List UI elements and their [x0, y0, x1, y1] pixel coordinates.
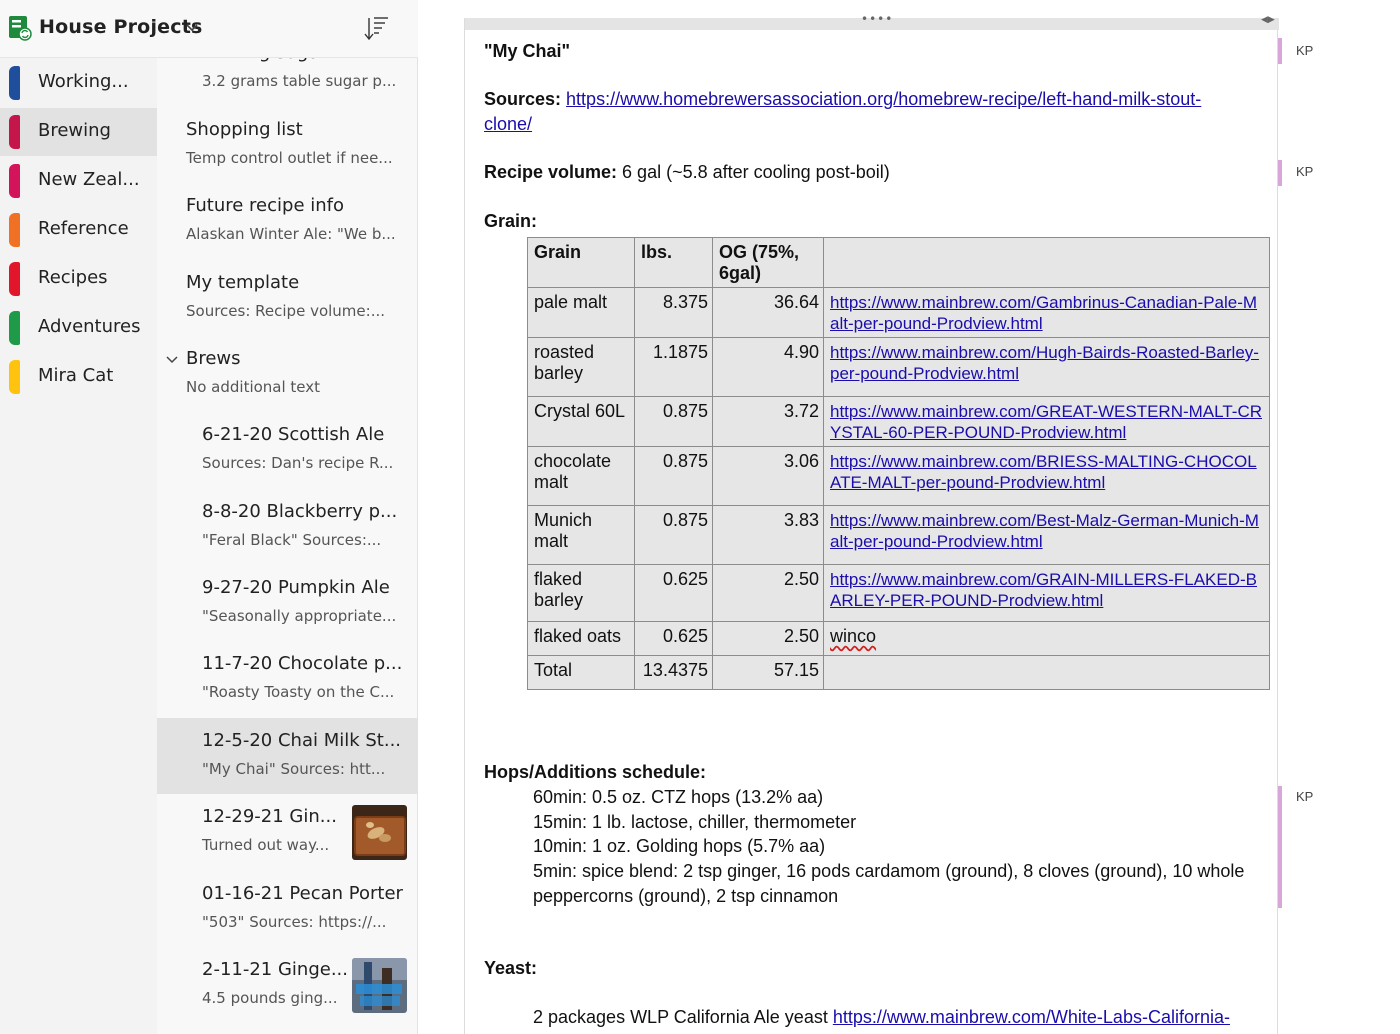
section-label: Recipes	[38, 267, 108, 288]
page-title: 9-27-20 Pumpkin Ale	[202, 577, 390, 598]
section-tab-item[interactable]	[0, 108, 157, 156]
page-preview: Alaskan Winter Ale: "We b...	[186, 225, 396, 243]
section-label: Brewing	[38, 120, 111, 141]
table-row	[528, 506, 1270, 565]
grain-cell[interactable]: flaked barley	[528, 565, 635, 622]
note-container[interactable]	[464, 12, 1278, 1034]
header-grain: Grain	[528, 238, 635, 288]
page-list-item[interactable]	[157, 489, 418, 565]
page-title: Future recipe info	[186, 195, 345, 216]
source-link-cell[interactable]: https://www.mainbrew.com/Best-Malz-German-Munich-Malt-per-pound-Prodview.html	[824, 506, 1270, 565]
og-cell[interactable]: 3.72	[713, 397, 824, 447]
table-row	[528, 565, 1270, 622]
page-preview: Temp control outlet if nee...	[186, 149, 393, 167]
chevron-down-icon[interactable]	[165, 352, 179, 366]
drag-handle-icon[interactable]: ••••	[861, 12, 894, 26]
lbs-cell[interactable]: 0.875	[635, 397, 713, 447]
page-title: 2-11-21 Ginge...	[202, 959, 348, 980]
page-list-item[interactable]	[157, 107, 418, 183]
page-list-item[interactable]	[157, 565, 418, 641]
volume-value: 6 gal (~5.8 after cooling post-boil)	[617, 162, 890, 182]
section-color-tab	[9, 360, 20, 394]
author-initials[interactable]: KP	[1296, 43, 1314, 58]
page-preview: "Feral Black" Sources:...	[202, 531, 382, 549]
page-list-item[interactable]	[157, 794, 418, 870]
section-tab-item[interactable]	[0, 304, 157, 352]
page-title: 12-29-21 Gin...	[202, 806, 337, 827]
sources-link-cont[interactable]: clone/	[484, 114, 533, 134]
yeast-line[interactable]	[533, 1007, 1230, 1028]
page-preview: Sources: Dan's recipe R...	[202, 454, 394, 472]
page-preview: "503" Sources: https://...	[202, 913, 387, 931]
page-title: 6-21-20 Scottish Ale	[202, 424, 385, 445]
hop-line[interactable]: 15min: 1 lb. lactose, chiller, thermometer	[533, 812, 857, 832]
page-list-item[interactable]	[157, 947, 418, 1023]
grain-cell[interactable]: roasted barley	[528, 338, 635, 397]
lbs-cell[interactable]: 0.875	[635, 506, 713, 565]
og-cell[interactable]: 2.50	[713, 565, 824, 622]
page-preview: "Seasonally appropriate...	[202, 607, 397, 625]
section-tab-item[interactable]	[0, 206, 157, 254]
source-text: winco	[830, 626, 877, 646]
note-title[interactable]: "My Chai"	[484, 41, 571, 61]
notebook-header	[0, 0, 418, 58]
grain-cell[interactable]: chocolate malt	[528, 447, 635, 506]
author-bar	[1278, 38, 1282, 64]
og-cell[interactable]: 4.90	[713, 338, 824, 397]
page-list-item[interactable]	[157, 183, 418, 259]
grain-cell[interactable]: Total	[528, 656, 635, 690]
og-cell[interactable]: 57.15	[713, 656, 824, 690]
notebook-title[interactable]: House Projects	[39, 16, 203, 38]
section-list	[0, 0, 157, 1034]
og-cell[interactable]: 3.83	[713, 506, 824, 565]
note-canvas	[419, 0, 1400, 1034]
og-cell[interactable]: 36.64	[713, 288, 824, 338]
ginger-thumbnail	[352, 805, 407, 860]
page-preview: 4.5 pounds ging...	[202, 989, 338, 1007]
header-url	[824, 238, 1270, 288]
section-color-tab	[9, 164, 20, 198]
grain-cell[interactable]: Crystal 60L	[528, 397, 635, 447]
page-preview: Sources: Recipe volume:...	[186, 302, 385, 320]
hop-line[interactable]: 10min: 1 oz. Golding hops (5.7% aa)	[533, 836, 826, 856]
page-list-item[interactable]	[157, 336, 418, 412]
lbs-cell[interactable]: 1.1875	[635, 338, 713, 397]
section-color-tab	[9, 115, 20, 149]
author-bar	[1278, 160, 1282, 186]
source-link-cell[interactable]: https://www.mainbrew.com/BRIESS-MALTING-CHOCOLATE-MALT-per-pound-Prodview.html	[824, 447, 1270, 506]
og-cell[interactable]: 3.06	[713, 447, 824, 506]
lbs-cell[interactable]: 0.875	[635, 447, 713, 506]
section-tab-item[interactable]	[0, 157, 157, 205]
table-row	[528, 656, 1270, 690]
source-link-cell[interactable]: https://www.mainbrew.com/GRAIN-MILLERS-FLAKED-BARLEY-PER-POUND-Prodview.html	[824, 565, 1270, 622]
section-tab-item[interactable]	[0, 255, 157, 303]
sources-label: Sources:	[484, 89, 562, 109]
page-list-item[interactable]	[157, 871, 418, 947]
section-color-tab	[9, 213, 20, 247]
page-title: 11-7-20 Chocolate p...	[202, 653, 403, 674]
hops-label[interactable]: Hops/Additions schedule:	[484, 762, 707, 782]
table-row	[528, 622, 1270, 656]
hop-line[interactable]: 60min: 0.5 oz. CTZ hops (13.2% aa)	[533, 787, 824, 807]
page-preview: "Roasty Toasty on the C...	[202, 683, 395, 701]
lbs-cell[interactable]: 13.4375	[635, 656, 713, 690]
section-label: Reference	[38, 218, 129, 239]
page-title: Shopping list	[186, 119, 303, 140]
chevron-down-icon[interactable]	[185, 20, 199, 34]
page-preview: Turned out way...	[202, 836, 330, 854]
author-initials[interactable]: KP	[1296, 164, 1314, 179]
page-list	[157, 0, 418, 1034]
source-cell[interactable]	[824, 656, 1270, 690]
page-list-item[interactable]	[157, 718, 418, 794]
table-row	[528, 397, 1270, 447]
yeast-link[interactable]: https://www.mainbrew.com/White-Labs-California-	[832, 1007, 1230, 1027]
section-label: Mira Cat	[38, 365, 114, 386]
beer-thumbnail	[352, 958, 407, 1013]
section-tab-item[interactable]	[0, 59, 157, 107]
page-list-item[interactable]	[157, 260, 418, 336]
section-color-tab	[9, 66, 20, 100]
page-preview: 3.2 grams table sugar p...	[202, 72, 397, 90]
grain-table[interactable]	[527, 237, 1270, 690]
section-label: Working...	[38, 71, 129, 92]
author-initials[interactable]: KP	[1296, 789, 1314, 804]
onenote-sync-icon	[8, 15, 32, 41]
sources-link[interactable]: https://www.homebrewersassociation.org/homebrew-recipe/left-hand-milk-stout-	[566, 89, 1202, 109]
grain-table-header	[528, 238, 1270, 288]
section-label: New Zeal...	[38, 169, 140, 190]
page-title: 8-8-20 Blackberry p...	[202, 501, 398, 522]
page-preview: No additional text	[186, 378, 321, 396]
sources-line[interactable]	[484, 89, 1201, 110]
yeast-text: 2 packages WLP California Ale yeast	[533, 1007, 833, 1027]
section-color-tab	[9, 311, 20, 345]
source-link-cell[interactable]: https://www.mainbrew.com/GREAT-WESTERN-MALT-CRYSTAL-60-PER-POUND-Prodview.html	[824, 397, 1270, 447]
grain-cell[interactable]: Munich malt	[528, 506, 635, 565]
header-og: OG (75%, 6gal)	[713, 238, 824, 288]
hop-line[interactable]: 5min: spice blend: 2 tsp ginger, 16 pods cardamom (ground), 8 cloves (ground), 10 whole	[533, 861, 1245, 881]
grain-label[interactable]: Grain:	[484, 211, 538, 231]
yeast-label[interactable]: Yeast:	[484, 958, 538, 978]
table-row	[528, 338, 1270, 397]
source-cell[interactable]	[824, 622, 1270, 656]
page-title: 12-5-20 Chai Milk St...	[202, 730, 402, 751]
section-color-tab	[9, 262, 20, 296]
header-lbs: lbs.	[635, 238, 713, 288]
table-row	[528, 447, 1270, 506]
source-link-cell[interactable]: https://www.mainbrew.com/Gambrinus-Canadian-Pale-Malt-per-pound-Prodview.html	[824, 288, 1270, 338]
section-label: Adventures	[38, 316, 141, 337]
section-tab-item[interactable]	[0, 353, 157, 401]
lbs-cell[interactable]: 0.625	[635, 565, 713, 622]
grain-cell[interactable]: flaked oats	[528, 622, 635, 656]
note-container-handle[interactable]	[465, 12, 1279, 30]
volume-label: Recipe volume:	[484, 162, 618, 182]
page-preview: "My Chai" Sources: htt...	[202, 760, 386, 778]
page-list-item[interactable]	[157, 412, 418, 488]
lbs-cell[interactable]: 0.625	[635, 622, 713, 656]
page-list-item[interactable]	[157, 641, 418, 717]
table-row	[528, 288, 1270, 338]
page-title: Brews	[186, 348, 241, 369]
author-bar	[1278, 786, 1282, 908]
page-title: 01-16-21 Pecan Porter	[202, 883, 403, 904]
grain-cell[interactable]: pale malt	[528, 288, 635, 338]
source-link-cell[interactable]: https://www.mainbrew.com/Hugh-Bairds-Roasted-Barley-per-pound-Prodview.html	[824, 338, 1270, 397]
resize-handle-icon[interactable]: ◀▶	[1261, 15, 1275, 25]
sort-icon[interactable]	[360, 12, 392, 44]
page-title: My template	[186, 272, 300, 293]
og-cell[interactable]: 2.50	[713, 622, 824, 656]
hop-line[interactable]: peppercorns (ground), 2 tsp cinnamon	[533, 886, 839, 906]
lbs-cell[interactable]: 8.375	[635, 288, 713, 338]
volume-line[interactable]	[484, 162, 890, 183]
